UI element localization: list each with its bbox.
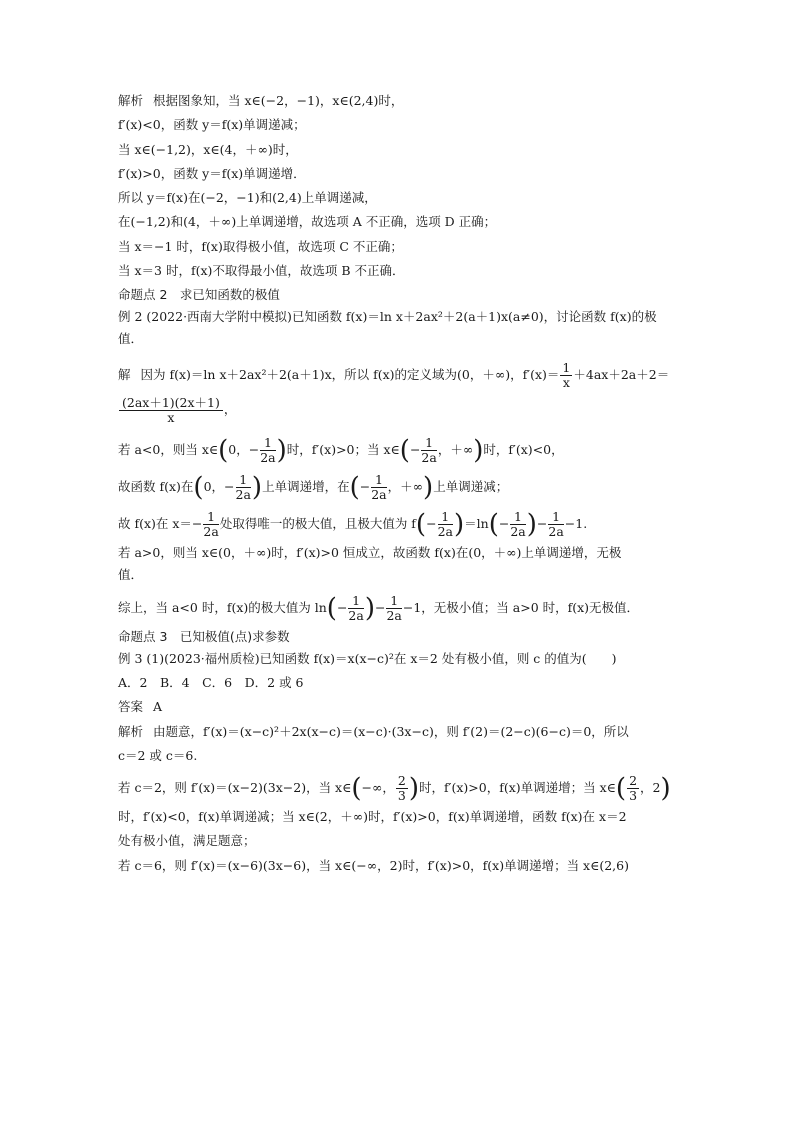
solution-line-4: 故函数 f(x)在(0，− $\frac{1}{2a}$ )上单调递增，在(− $\frac{1}{2a}$ ，＋∞)上单调递减；: [118, 472, 509, 503]
solution-line-2: $\frac{(2ax+1)(2x+1)}{x}$ ，: [118, 395, 678, 425]
answer-line: 答案 A: [118, 699, 163, 715]
fraction: $\frac{1}{2a}$: [510, 509, 526, 540]
example-3-question: 例 3 (1)(2023·福州质检)已知函数 f(x)＝x(x−c)²在 x＝2 处有极小值，则 c 的值为( ): [118, 650, 617, 666]
analysis-line-7: 当 x＝−1 时，f(x)取得极小值，故选项 C 不正确；: [118, 238, 403, 254]
analysis-line-2: f′(x)<0，函数 y＝f(x)单调递减；: [118, 117, 306, 133]
analysis-line-3: 当 x∈(−1,2)，x∈(4，＋∞)时，: [118, 141, 298, 157]
section-heading-2: 命题点 2 求已知函数的极值: [118, 287, 280, 303]
solution-line-7: 值．: [118, 567, 144, 583]
example-2-line-2: 值．: [118, 331, 144, 347]
fraction: $\frac{1}{2a}$: [203, 509, 219, 540]
fraction: $\frac{1}{2a}$: [260, 435, 276, 466]
analysis-line-4: f′(x)>0，函数 y＝f(x)单调递增．: [118, 165, 306, 181]
fraction: $\frac{1}{2a}$: [371, 472, 387, 503]
solution-line-1: 解 因为 f(x)＝ln x＋2ax²＋2(a＋1)x，所以 f(x)的定义域为(0，＋∞)，f′(x)＝ $\frac{1}{x}$ ＋4ax＋2a＋2＝: [118, 360, 670, 391]
example-3-options: A．2 B．4 C．6 D．2 或 6: [118, 674, 304, 690]
solution-line-6: 若 a>0，则当 x∈(0，＋∞)时，f′(x)>0 恒成立，故函数 f(x)在(0，＋∞)上单调递增，无极: [118, 545, 622, 561]
analysis-line-8: 当 x＝3 时，f(x)不取得最小值，故选项 B 不正确．: [118, 263, 405, 279]
fraction: $\frac{1}{2a}$: [348, 592, 364, 623]
analysis-line-6: 在(−1,2)和(4，＋∞)上单调递增，故选项 A 不正确，选项 D 正确；: [118, 214, 497, 230]
fraction: $\frac{1}{x}$: [562, 360, 571, 391]
fraction: $\frac{1}{2a}$: [548, 509, 564, 540]
solution-line-5: 故 f(x)在 x＝− $\frac{1}{2a}$ 处取得唯一的极大值，且极大值为 f(− $\frac{1}{2a}$ )＝ln(− $\frac{1}{2a}$ )− $\frac{1}{2a}$ −1.: [118, 509, 588, 540]
document-page: [118, 92, 678, 881]
answer-label: 答案: [118, 699, 144, 715]
analysis-3-line-1: 解析 由题意，f′(x)＝(x−c)²＋2x(x−c)＝(x−c)·(3x−c)，则 f′(2)＝(2−c)(6−c)＝0，所以: [118, 723, 629, 739]
analysis-3-line-4: 时，f′(x)<0，f(x)单调递减；当 x∈(2，＋∞)时，f′(x)>0，f(x)单调递增，函数 f(x)在 x＝2: [118, 809, 627, 825]
analysis-line-1: 解析 根据图象知，当 x∈(−2，−1)，x∈(2,4)时，: [118, 93, 404, 108]
analysis-label: 解析: [118, 723, 144, 739]
solution-line-3: 若 a<0，则当 x∈(0，− $\frac{1}{2a}$ )时，f′(x)>0；当 x∈(− $\frac{1}{2a}$ ，＋∞)时，f′(x)<0，: [118, 435, 564, 466]
fraction: $\frac{1}{2a}$: [421, 435, 437, 466]
fraction: $\frac{1}{2a}$: [235, 472, 251, 503]
fraction: $\frac{1}{2a}$: [437, 509, 453, 540]
analysis-3-line-5: 处有极小值，满足题意；: [118, 833, 256, 849]
fraction: $\frac{1}{2a}$: [386, 592, 402, 623]
analysis-line-5: 所以 y＝f(x)在(−2，−1)和(2,4)上单调递减，: [118, 190, 377, 206]
solution-summary: 综上，当 a<0 时，f(x)的极大值为 ln(− $\frac{1}{2a}$ )− $\frac{1}{2a}$ −1，无极小值；当 a>0 时，f(x)无极值．: [118, 592, 640, 624]
analysis-3-line-6: 若 c＝6，则 f′(x)＝(x−6)(3x−6)，当 x∈(−∞，2)时，f′(x)>0，f(x)单调递增；当 x∈(2,6): [118, 857, 629, 873]
analysis-3-line-3: 若 c＝2，则 f′(x)＝(x−2)(3x−2)，当 x∈(−∞， $\frac{2}{3}$ )时，f′(x)>0，f(x)单调递增；当 x∈( $\frac{2}{3}$ ，2): [118, 773, 671, 804]
fraction: $\frac{2}{3}$: [397, 773, 406, 804]
analysis-label: 解析: [118, 93, 144, 108]
solution-label: 解: [118, 367, 131, 383]
fraction: $\frac{2}{3}$: [629, 773, 638, 804]
fraction: $\frac{(2ax+1)(2x+1)}{x}$: [119, 395, 223, 425]
section-heading-3: 命题点 3 已知极值(点)求参数: [118, 628, 290, 644]
analysis-3-line-2: c＝2 或 c＝6.: [118, 747, 198, 763]
example-2-line-1: 例 2 (2022·西南大学附中模拟)已知函数 f(x)＝ln x＋2ax²＋2(a＋1)x(a≠0)，讨论函数 f(x)的极: [118, 309, 657, 325]
